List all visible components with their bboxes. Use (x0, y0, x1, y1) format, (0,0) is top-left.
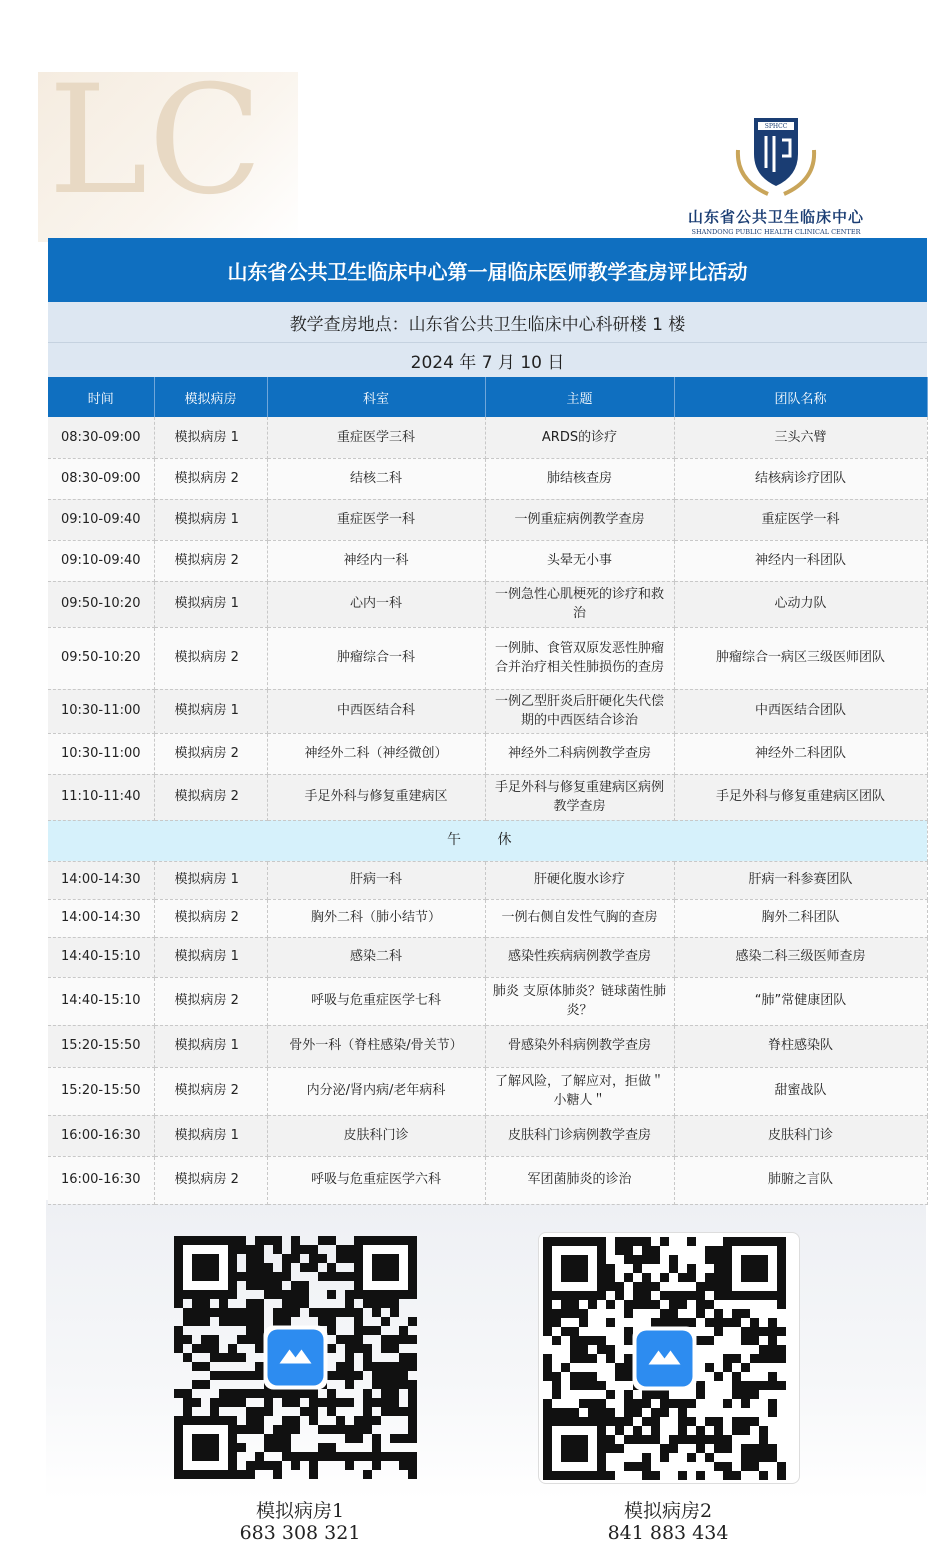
cell-department: 感染二科 (267, 937, 485, 977)
cell-team: 感染二科三级医师查房 (674, 937, 927, 977)
cell-topic: 骨感染外科病例教学查房 (485, 1025, 674, 1067)
cell-team: 肿瘤综合一病区三级医师团队 (674, 627, 927, 689)
cell-ward: 模拟病房 2 (154, 977, 267, 1025)
cell-team: 甜蜜战队 (674, 1067, 927, 1115)
cell-department: 手足外科与修复重建病区 (267, 774, 485, 820)
cell-team: 神经外二科团队 (674, 733, 927, 774)
cell-time: 14:40-15:10 (48, 977, 154, 1025)
cell-team: 皮肤科门诊 (674, 1115, 927, 1156)
cell-topic: 肺结核查房 (485, 458, 674, 499)
cell-team: “肺”常健康团队 (674, 977, 927, 1025)
schedule-row (48, 774, 927, 820)
cell-topic: 一例右侧自发性气胸的查房 (485, 899, 674, 937)
schedule-row (48, 1025, 927, 1067)
cell-department: 内分泌/肾内病/老年病科 (267, 1067, 485, 1115)
cell-time: 09:50-10:20 (48, 627, 154, 689)
qr-code-ward-1[interactable] (170, 1232, 430, 1482)
cell-department: 神经内一科 (267, 540, 485, 581)
col-header-department: 科室 (267, 377, 485, 417)
cell-topic: 头晕无小事 (485, 540, 674, 581)
cell-ward: 模拟病房 1 (154, 861, 267, 899)
qr-caption-ward-2 (538, 1500, 798, 1544)
schedule-row (48, 689, 927, 733)
cell-time: 09:10-09:40 (48, 499, 154, 540)
event-title: 山东省公共卫生临床中心第一届临床医师教学查房评比活动 (48, 238, 927, 302)
svg-text:SPHCC: SPHCC (764, 123, 788, 130)
cell-ward: 模拟病房 1 (154, 499, 267, 540)
cell-ward: 模拟病房 2 (154, 627, 267, 689)
background-decoration: L C (38, 72, 298, 242)
cell-team: 肺腑之言队 (674, 1156, 927, 1204)
qr-code-ward-2[interactable] (538, 1232, 800, 1484)
cell-topic: 一例肺、食管双原发恶性肿瘤合并治疗相关性肺损伤的查房 (485, 627, 674, 689)
schedule-row (48, 499, 927, 540)
cell-topic: 一例乙型肝炎后肝硬化失代偿期的中西医结合诊治 (485, 689, 674, 733)
cell-department: 骨外一科（脊柱感染/骨关节） (267, 1025, 485, 1067)
qr-meeting-id: 841 883 434 (607, 1522, 729, 1544)
schedule-row (48, 1115, 927, 1156)
cell-time: 08:30-09:00 (48, 458, 154, 499)
schedule-row (48, 458, 927, 499)
cell-ward: 模拟病房 1 (154, 1115, 267, 1156)
cell-time: 09:10-09:40 (48, 540, 154, 581)
col-header-topic: 主题 (485, 377, 674, 417)
cell-department: 神经外二科（神经微创） (267, 733, 485, 774)
schedule-table (48, 377, 928, 1205)
cell-ward: 模拟病房 2 (154, 458, 267, 499)
cell-ward: 模拟病房 1 (154, 417, 267, 458)
qr-caption-ward-1 (170, 1500, 430, 1544)
qr-meeting-id: 683 308 321 (239, 1522, 361, 1544)
lunch-break-label: 午 休 (48, 820, 927, 861)
cell-ward: 模拟病房 2 (154, 733, 267, 774)
cell-topic: 肺炎 支原体肺炎？链球菌性肺炎？ (485, 977, 674, 1025)
cell-team: 手足外科与修复重建病区团队 (674, 774, 927, 820)
location-row: 教学查房地点：山东省公共卫生临床中心科研楼 1 楼 (48, 302, 927, 343)
cell-ward: 模拟病房 1 (154, 937, 267, 977)
cell-topic: 一例急性心肌梗死的诊疗和救治 (485, 581, 674, 627)
cell-department: 重症医学三科 (267, 417, 485, 458)
cell-department: 重症医学一科 (267, 499, 485, 540)
cell-time: 14:00-14:30 (48, 899, 154, 937)
cell-topic: 了解风险，了解应对，拒做＂小糖人＂ (485, 1067, 674, 1115)
cell-time: 11:10-11:40 (48, 774, 154, 820)
cell-topic: ARDS的诊疗 (485, 417, 674, 458)
schedule-row (48, 733, 927, 774)
cell-department: 呼吸与危重症医学七科 (267, 977, 485, 1025)
logo-emblem-icon (728, 110, 824, 202)
cell-time: 15:20-15:50 (48, 1067, 154, 1115)
schedule-row (48, 581, 927, 627)
cell-ward: 模拟病房 1 (154, 581, 267, 627)
cell-team: 心动力队 (674, 581, 927, 627)
cell-topic: 神经外二科病例教学查房 (485, 733, 674, 774)
cell-department: 肿瘤综合一科 (267, 627, 485, 689)
date-row: 2024 年 7 月 10 日 (48, 343, 927, 377)
schedule-body (48, 417, 927, 1204)
cell-time: 16:00-16:30 (48, 1156, 154, 1204)
cell-time: 10:30-11:00 (48, 689, 154, 733)
schedule-row (48, 977, 927, 1025)
cell-team: 脊柱感染队 (674, 1025, 927, 1067)
schedule-row (48, 937, 927, 977)
qr-code-image (539, 1233, 799, 1483)
cell-department: 胸外二科（肺小结节） (267, 899, 485, 937)
cell-ward: 模拟病房 2 (154, 774, 267, 820)
col-header-ward: 模拟病房 (154, 377, 267, 417)
cell-team: 中西医结合团队 (674, 689, 927, 733)
cell-team: 肝病一科参赛团队 (674, 861, 927, 899)
cell-team: 神经内一科团队 (674, 540, 927, 581)
cell-team: 结核病诊疗团队 (674, 458, 927, 499)
cell-time: 14:40-15:10 (48, 937, 154, 977)
cell-time: 15:20-15:50 (48, 1025, 154, 1067)
cell-topic: 手足外科与修复重建病区病例教学查房 (485, 774, 674, 820)
cell-team: 重症医学一科 (674, 499, 927, 540)
cell-time: 10:30-11:00 (48, 733, 154, 774)
schedule-row (48, 627, 927, 689)
cell-ward: 模拟病房 1 (154, 1025, 267, 1067)
cell-time: 09:50-10:20 (48, 581, 154, 627)
qr-room-label: 模拟病房1 (255, 1500, 345, 1522)
col-header-time: 时间 (48, 377, 154, 417)
cell-ward: 模拟病房 1 (154, 689, 267, 733)
cell-topic: 军团菌肺炎的诊治 (485, 1156, 674, 1204)
schedule-row (48, 417, 927, 458)
cell-time: 14:00-14:30 (48, 861, 154, 899)
table-header-row (48, 377, 927, 417)
cell-ward: 模拟病房 2 (154, 540, 267, 581)
cell-department: 皮肤科门诊 (267, 1115, 485, 1156)
cell-topic: 感染性疾病病例教学查房 (485, 937, 674, 977)
schedule-row (48, 1156, 927, 1204)
schedule-row (48, 861, 927, 899)
qr-room-label: 模拟病房2 (623, 1500, 713, 1522)
cell-time: 08:30-09:00 (48, 417, 154, 458)
center-logo (676, 110, 876, 236)
schedule-row (48, 899, 927, 937)
cell-department: 肝病一科 (267, 861, 485, 899)
cell-ward: 模拟病房 2 (154, 1067, 267, 1115)
col-header-team: 团队名称 (674, 377, 927, 417)
lunch-break-row (48, 820, 927, 861)
cell-department: 结核二科 (267, 458, 485, 499)
logo-name-cn: 山东省公共卫生临床中心 (687, 208, 864, 226)
cell-time: 16:00-16:30 (48, 1115, 154, 1156)
cell-topic: 一例重症病例教学查房 (485, 499, 674, 540)
cell-department: 心内一科 (267, 581, 485, 627)
cell-department: 呼吸与危重症医学六科 (267, 1156, 485, 1204)
cell-department: 中西医结合科 (267, 689, 485, 733)
schedule-row (48, 1067, 927, 1115)
qr-code-image (170, 1232, 430, 1482)
cell-topic: 皮肤科门诊病例教学查房 (485, 1115, 674, 1156)
cell-team: 胸外二科团队 (674, 899, 927, 937)
schedule-row (48, 540, 927, 581)
cell-team: 三头六臂 (674, 417, 927, 458)
logo-name-en: SHANDONG PUBLIC HEALTH CLINICAL CENTER (691, 228, 861, 236)
cell-ward: 模拟病房 2 (154, 899, 267, 937)
cell-topic: 肝硬化腹水诊疗 (485, 861, 674, 899)
cell-ward: 模拟病房 2 (154, 1156, 267, 1204)
